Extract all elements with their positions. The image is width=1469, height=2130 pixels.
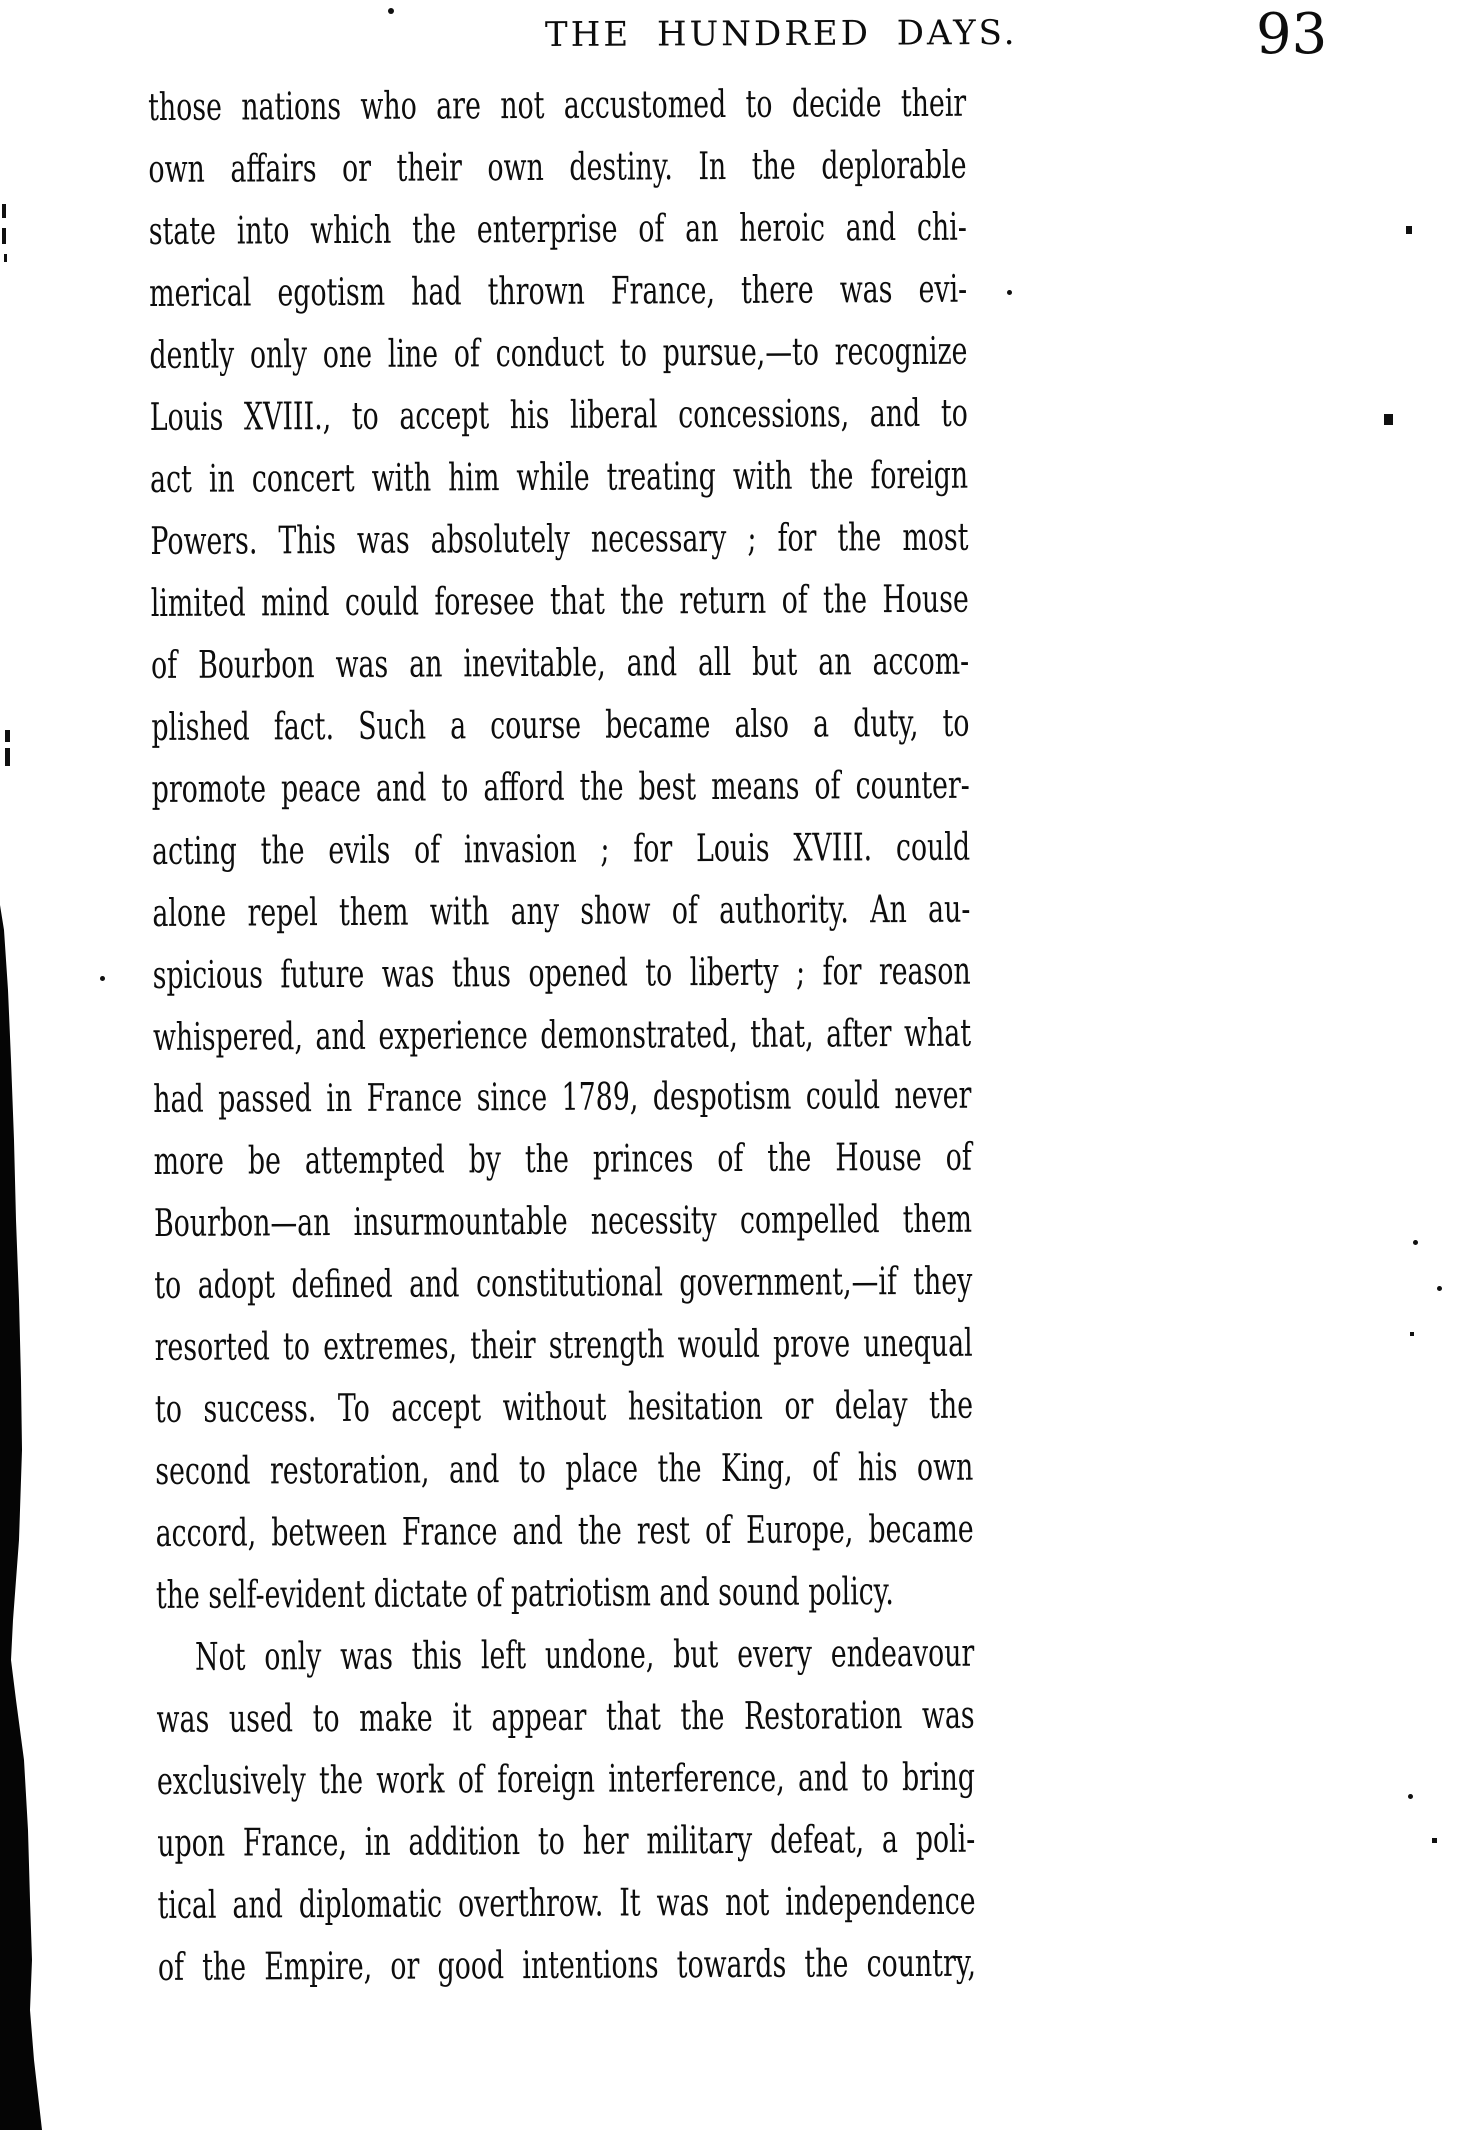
text-line: of the Empire, or good intentions towards the country, <box>157 1940 977 1989</box>
scan-speck <box>1437 1286 1442 1291</box>
scan-speck <box>4 254 7 262</box>
text-line: resorted to extremes, their strength would prove unequal <box>154 1320 973 1369</box>
scan-speck <box>1007 290 1012 295</box>
scan-speck <box>1406 226 1412 234</box>
binding-shadow-artifact <box>0 0 45 2130</box>
text-line: spicious future was thus opened to liberty ; for reason <box>152 948 971 997</box>
scan-speck <box>5 748 10 766</box>
scan-speck <box>388 8 394 14</box>
text-line: had passed in France since 1789, despotism could never <box>153 1072 972 1121</box>
text-line: to adopt defined and constitutional government,—if they <box>154 1258 973 1307</box>
text-line: of Bourbon was an inevitable, and all but an accom- <box>150 638 970 687</box>
text-line: dently only one line of conduct to pursue,—to recognize <box>149 328 968 377</box>
text-line: Bourbon—an insurmountable necessity compelled them <box>153 1196 973 1245</box>
scan-speck <box>100 976 105 981</box>
scan-speck <box>2 204 6 218</box>
text-line: second restoration, and to place the King, of his own <box>155 1444 974 1493</box>
text-line: the self-evident dictate of patriotism and sound policy. <box>155 1569 894 1617</box>
text-line: to success. To accept without hesitation or delay the <box>154 1382 974 1431</box>
paragraph <box>156 1622 976 1998</box>
page-text <box>148 72 976 1998</box>
text-line: alone repel them with any show of authority. An au- <box>152 886 971 935</box>
text-line: whispered, and experience demonstrated, that, after what <box>152 1010 972 1059</box>
paragraph <box>148 72 974 1626</box>
text-block <box>148 72 976 1998</box>
text-line: accord, between France and the rest of Europe, became <box>155 1506 974 1555</box>
text-line: state into which the enterprise of an heroic and chi- <box>148 204 967 253</box>
scan-speck <box>1408 1794 1413 1799</box>
text-line: plished fact. Such a course became also a duty, to <box>151 700 970 749</box>
text-line: own affairs or their own destiny. In the deplorable <box>148 142 967 191</box>
text-line: Powers. This was absolutely necessary ; for the most <box>150 514 969 563</box>
scan-speck <box>1410 1332 1414 1336</box>
scan-speck <box>5 730 10 742</box>
text-line: tical and diplomatic overthrow. It was not independence <box>157 1878 976 1927</box>
page-number: 93 <box>1256 2 1328 67</box>
scan-speck <box>2 228 6 244</box>
text-line: exclusively the work of foreign interference, and to bring <box>156 1754 976 1803</box>
scan-speck <box>1384 414 1393 425</box>
text-line: upon France, in addition to her military defeat, a poli- <box>157 1816 976 1865</box>
text-line: those nations who are not accustomed to decide their <box>148 80 967 129</box>
running-head: THE HUNDRED DAYS. <box>544 12 1018 56</box>
scan-speck <box>1432 1838 1437 1843</box>
text-line: limited mind could foresee that the return of the House <box>150 576 969 625</box>
text-line: promote peace and to afford the best means of counter- <box>151 762 970 811</box>
text-line: Not only was this left undone, but every endeavour <box>194 1630 975 1679</box>
text-line: Louis XVIII., to accept his liberal concessions, and to <box>149 390 968 439</box>
text-line: was used to make it appear that the Restoration was <box>156 1692 975 1741</box>
text-line: more be attempted by the princes of the House of <box>153 1134 972 1183</box>
scan-speck <box>1413 1240 1418 1245</box>
text-line: act in concert with him while treating with the foreign <box>149 452 969 501</box>
text-line: acting the evils of invasion ; for Louis XVIII. could <box>151 824 971 873</box>
text-line: merical egotism had thrown France, there was evi- <box>149 266 968 315</box>
